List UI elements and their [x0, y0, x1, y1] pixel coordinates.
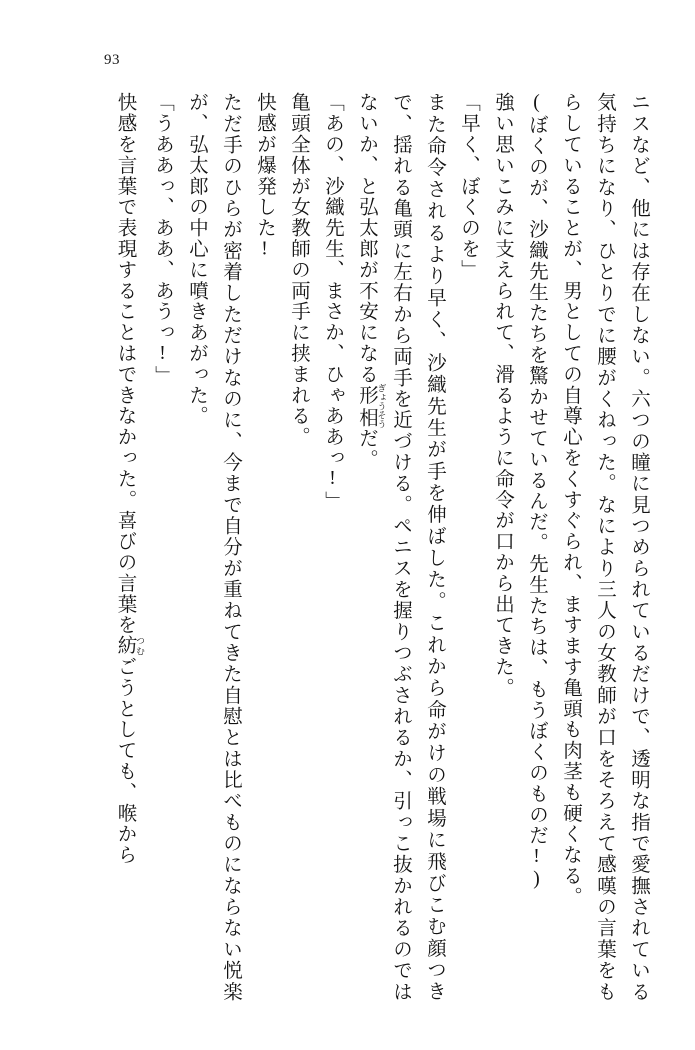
paragraph: 「あの、沙織先生、まさか、ひゃああっ!」 [322, 92, 343, 512]
paragraph: (ぼくのが、沙織先生たちを驚かせているんだ。先生たちは、もうぼくのものだ!) [526, 92, 547, 891]
page-text-body [44, 92, 655, 1002]
paragraph: 亀頭全体が女教師の両手に挟まれる。 [288, 92, 309, 448]
paragraph: 快感を言葉で表現することはできなかった。喜びの言葉を紡 つむごうとしても、喉から [114, 92, 145, 866]
paragraph: ニスなど、他には存在しない。六つの瞳に見つめられているだけで、透明な指で愛撫されている気持ちになり、ひとりでに腰がくねった。なにより三人の女教師が口をそろえて感嘆の言葉をもらしていることが、男としての自尊心をくすぐられ、ますます亀頭も肉茎も硬くなる。 [560, 92, 649, 1002]
paragraph: 強い思いこみに支えられて、滑るように命令が口から出てきた。 [492, 92, 513, 699]
page-number: 93 [104, 52, 120, 68]
paragraph: 「早く、ぼくのを」 [458, 92, 479, 281]
paragraph: 「うああっ、ああ、あうっ!」 [152, 92, 173, 387]
paragraph: 快感が爆発した! [254, 92, 275, 261]
paragraph: ただ手のひらが密着しただけなのに、今まで自分が重ねてきた自慰とは比べものにならない悦楽が、弘太郎の中心に噴きあがった。 [186, 92, 241, 1002]
paragraph: また命令されるより早く、沙織先生が手を伸ばした。これから命がけの戦場に飛びこむ顔つきで、揺れる亀頭に左右から両手を近づける。ペニスを握りつぶされるか、引っこ抜かれるのではないか、と弘太郎が不安になる形相 ぎょうそうだ。 [356, 92, 445, 1002]
